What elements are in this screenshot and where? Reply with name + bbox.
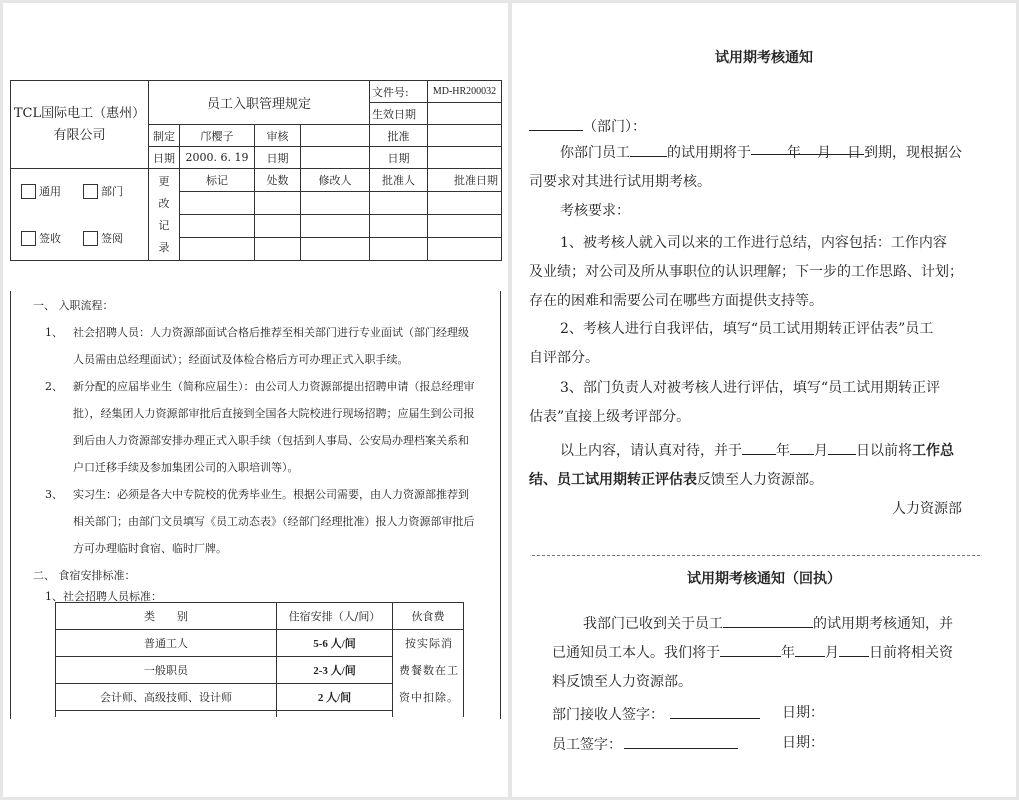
receipt-paragraph bbox=[552, 610, 992, 697]
text: 日以前将 bbox=[856, 443, 912, 459]
deadline-month-blank[interactable] bbox=[790, 439, 814, 455]
review-date bbox=[301, 147, 370, 169]
lodging-header-row bbox=[56, 603, 464, 630]
text: 年 bbox=[776, 443, 790, 459]
approve-date bbox=[428, 147, 502, 169]
checkbox-label: 通用 bbox=[39, 185, 61, 198]
text: 月 bbox=[817, 145, 831, 161]
tear-off-dashed-line bbox=[532, 555, 980, 556]
revision-cell bbox=[301, 238, 370, 261]
effective-date-value bbox=[428, 103, 502, 125]
category-cell: 普通工人 bbox=[56, 630, 277, 657]
lodging-subheading: 1、社会招聘人员标准： bbox=[45, 590, 162, 603]
document-title: 员工入职管理规定 bbox=[149, 81, 370, 125]
company-name bbox=[11, 81, 149, 169]
item-line: 人员需由总经理面试）；经面试及体检合格后方可办理正式入职手续。 bbox=[73, 353, 409, 366]
fee-note-line: 费餐数在工 bbox=[399, 664, 459, 677]
receipt-employee-blank[interactable] bbox=[723, 612, 813, 628]
dept-receiver-signature-row bbox=[552, 703, 824, 725]
cut-cell bbox=[277, 711, 393, 717]
date-label: 日期： bbox=[782, 705, 824, 721]
expiry-date-blank[interactable] bbox=[751, 139, 864, 161]
text: 司要求对其进行试用期考核。 bbox=[529, 174, 711, 190]
approve-date-label: 日期 bbox=[370, 147, 428, 169]
col-category: 类 别 bbox=[56, 603, 277, 630]
revision-col-approver: 批准人 bbox=[370, 169, 428, 192]
section-heading-onboarding: 一、 入职流程： bbox=[33, 299, 114, 312]
text: 的试用期考核通知，并 bbox=[813, 616, 953, 632]
department-addressee-line bbox=[529, 113, 999, 142]
effective-date-label: 生效日期 bbox=[370, 103, 428, 125]
checkbox-box[interactable] bbox=[83, 184, 98, 199]
closing-paragraph bbox=[529, 437, 999, 495]
text: 1、被考核人就入司以来的工作进行总结，内容包括：工作内容 bbox=[560, 235, 947, 251]
text: 自评部分。 bbox=[529, 350, 599, 366]
text: 年 bbox=[781, 645, 795, 661]
dept-receiver-label: 部门接收人签字： bbox=[552, 707, 664, 723]
notice-title: 试用期考核通知 bbox=[715, 50, 813, 66]
checkbox-sign-receipt[interactable] bbox=[21, 230, 83, 246]
receipt-month-blank[interactable] bbox=[795, 641, 825, 657]
text: 反馈至人力资源部。 bbox=[697, 472, 823, 488]
approved-label: 批准 bbox=[370, 125, 428, 147]
checkbox-sign-read[interactable] bbox=[83, 230, 145, 246]
employee-signature-row bbox=[552, 733, 824, 755]
prepared-label: 制定 bbox=[149, 125, 180, 147]
deadline-year-blank[interactable] bbox=[742, 439, 776, 455]
item-line: 实习生：必须是各大中专院校的优秀毕业生。根据公司需要，由人力资源部推荐到 bbox=[73, 488, 469, 501]
text: 日前将相关资 bbox=[869, 645, 953, 661]
text: 2、考核人进行自我评估，填写“员工试用期转正评估表”员工 bbox=[560, 321, 934, 337]
text: 估表”直接上级考评部分。 bbox=[529, 409, 691, 425]
prepared-date-label: 日期 bbox=[149, 147, 180, 169]
checkbox-box[interactable] bbox=[21, 184, 36, 199]
date-label: 日期： bbox=[782, 735, 824, 751]
accommodation-cell: 2-3 人/间 bbox=[277, 657, 393, 684]
col-meal-fee: 伙食费 bbox=[393, 603, 464, 630]
dept-receiver-signature-blank[interactable] bbox=[670, 703, 760, 719]
doc-number-label: 文件号: bbox=[370, 81, 428, 103]
prepared-by: 邝樱子 bbox=[180, 125, 255, 147]
text: 工作总 bbox=[912, 443, 954, 459]
revision-cell bbox=[255, 238, 301, 261]
onboarding-item-2 bbox=[45, 373, 485, 481]
company-name-line2: 有限公司 bbox=[53, 127, 106, 143]
revision-record-side-label bbox=[149, 169, 180, 261]
reviewed-label: 审核 bbox=[255, 125, 301, 147]
requirement-1 bbox=[529, 229, 999, 316]
section-heading-lodging: 二、 食宿安排标准： bbox=[33, 569, 136, 582]
side-char: 更 bbox=[158, 174, 170, 188]
revision-cell bbox=[301, 215, 370, 238]
checkbox-general[interactable] bbox=[21, 183, 83, 199]
revision-col-mark: 标记 bbox=[180, 169, 255, 192]
text: 的试用期将于 bbox=[667, 145, 751, 161]
revision-cell bbox=[370, 192, 428, 215]
accommodation-cell: 2 人/间 bbox=[277, 684, 393, 711]
fee-note-line: 按实际消 bbox=[405, 637, 453, 650]
revision-cell bbox=[255, 215, 301, 238]
checkbox-department[interactable] bbox=[83, 183, 145, 199]
revision-cell bbox=[301, 192, 370, 215]
revision-cell bbox=[428, 192, 502, 215]
employee-signature-blank[interactable] bbox=[624, 733, 738, 749]
accommodation-cell: 5-6 人/间 bbox=[277, 630, 393, 657]
text: 及业绩；对公司及所从事职位的认识理解；下一步的工作思路、计划； bbox=[529, 264, 963, 280]
text: 年 bbox=[787, 145, 801, 161]
onboarding-item-3 bbox=[45, 481, 485, 562]
requirement-2 bbox=[529, 315, 999, 373]
item-line: 户口迁移手续及参加集团公司的入职培训等）。 bbox=[73, 461, 299, 474]
item-line: 相关部门；由部门文员填写《员工动态表》（经部门经理批准）报人力资源部审批后 bbox=[73, 515, 475, 528]
meal-fee-note bbox=[393, 630, 464, 717]
receipt-day-blank[interactable] bbox=[839, 641, 869, 657]
employee-name-blank[interactable] bbox=[630, 141, 667, 157]
department-suffix: （部门）： bbox=[583, 119, 646, 135]
approved-by bbox=[428, 125, 502, 147]
text: 月 bbox=[825, 645, 839, 661]
item-line: 新分配的应届毕业生（简称应届生）：由公司人力资源部提出招聘申请（报总经理审 bbox=[73, 380, 475, 393]
side-char: 录 bbox=[158, 240, 170, 254]
cut-cell bbox=[56, 711, 277, 717]
checkbox-label: 部门 bbox=[101, 185, 123, 198]
item-number: 1、 bbox=[45, 326, 63, 339]
requirement-3 bbox=[529, 374, 999, 432]
category-cell: 一般职员 bbox=[56, 657, 277, 684]
text: 月 bbox=[814, 443, 828, 459]
text: 3、部门负责人对被考核人进行评估，填写“员工试用期转正评 bbox=[560, 380, 941, 396]
revision-cell bbox=[180, 192, 255, 215]
item-line: 到后由人力资源部安排办理正式入职手续（包括到人事局、公安局办理档案关系和 bbox=[73, 434, 469, 447]
revision-cell bbox=[180, 238, 255, 261]
checkbox-box[interactable] bbox=[21, 231, 36, 246]
onboarding-item-1 bbox=[45, 319, 485, 373]
distribution-checkboxes bbox=[11, 169, 149, 261]
side-char: 记 bbox=[158, 218, 170, 232]
item-line: 方可办理临时食宿、临时厂牌。 bbox=[73, 542, 227, 555]
reviewed-by bbox=[301, 125, 370, 147]
revision-cell bbox=[180, 215, 255, 238]
review-date-label: 日期 bbox=[255, 147, 301, 169]
revision-cell bbox=[255, 192, 301, 215]
document-header-table bbox=[10, 80, 502, 261]
checkbox-box[interactable] bbox=[83, 231, 98, 246]
company-name-line1: TCL国际电工（惠州） bbox=[13, 105, 146, 121]
checkbox-label: 签收 bbox=[39, 232, 61, 245]
text: 我部门已收到关于员工 bbox=[583, 616, 723, 632]
notice-intro bbox=[529, 139, 999, 197]
fee-note-line: 资中扣除。 bbox=[399, 691, 459, 704]
text: 你部门员工 bbox=[560, 145, 630, 161]
revision-cell bbox=[370, 215, 428, 238]
text: 考核要求： bbox=[560, 203, 630, 219]
left-document-page bbox=[3, 3, 508, 797]
revision-col-approve-date: 批准日期 bbox=[428, 169, 502, 192]
text: 已通知员工本人。我们将于 bbox=[552, 645, 720, 661]
item-line: 社会招聘人员：人力资源部面试合格后推荐至相关部门进行专业面试（部门经理级 bbox=[73, 326, 469, 339]
department-blank[interactable] bbox=[529, 115, 583, 131]
side-char: 改 bbox=[158, 196, 170, 210]
text: 料反馈至人力资源部。 bbox=[552, 674, 692, 690]
text: 到期，现根据公 bbox=[864, 145, 962, 161]
checkbox-label: 签阅 bbox=[101, 232, 123, 245]
revision-col-modifier: 修改人 bbox=[301, 169, 370, 192]
prepared-date: 2000. 6. 19 bbox=[180, 147, 255, 169]
signature-hr-dept: 人力资源部 bbox=[892, 501, 962, 517]
item-number: 2、 bbox=[45, 380, 63, 393]
revision-cell bbox=[428, 238, 502, 261]
text: 日 bbox=[847, 145, 861, 161]
revision-cell bbox=[428, 215, 502, 238]
text: 结、员工试用期转正评估表 bbox=[529, 472, 697, 488]
receipt-title: 试用期考核通知（回执） bbox=[687, 571, 841, 587]
deadline-day-blank[interactable] bbox=[828, 439, 856, 455]
category-cell: 会计师、高级技师、设计师 bbox=[56, 684, 277, 711]
item-number: 3、 bbox=[45, 488, 63, 501]
lodging-standards-table bbox=[55, 602, 464, 717]
item-line: 批），经集团人力资源部审批后直接到全国各大院校进行现场招聘；应届生到公司报 bbox=[73, 407, 475, 420]
revision-col-count: 处数 bbox=[255, 169, 301, 192]
text: 存在的困难和需要公司在哪些方面提供支持等。 bbox=[529, 293, 823, 309]
col-accommodation: 住宿安排（人/间） bbox=[277, 603, 393, 630]
text: 以上内容，请认真对待，并于 bbox=[560, 443, 742, 459]
receipt-year-blank[interactable] bbox=[720, 641, 781, 657]
table-row bbox=[56, 630, 464, 657]
employee-sign-label: 员工签字： bbox=[552, 737, 622, 753]
doc-number-value: MD-HR200032 bbox=[428, 81, 502, 103]
revision-cell bbox=[370, 238, 428, 261]
right-document-page bbox=[512, 3, 1016, 797]
requirements-heading bbox=[529, 197, 999, 226]
